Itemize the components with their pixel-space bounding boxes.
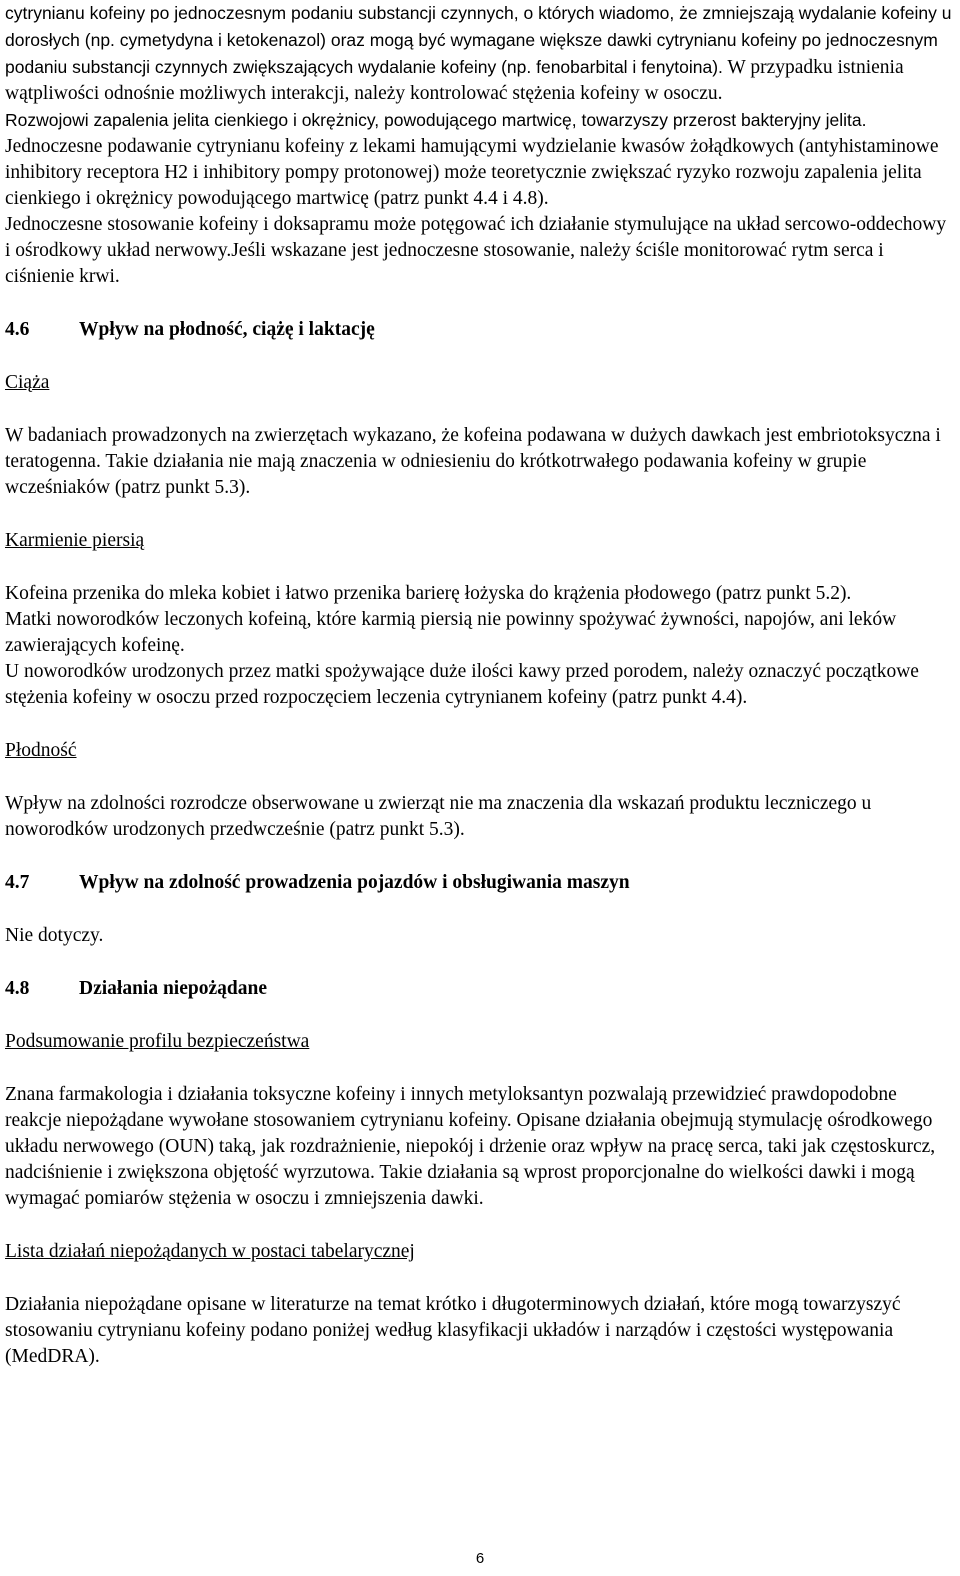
page-number: 6: [475, 1550, 485, 1567]
section-title: Działania niepożądane: [79, 978, 267, 999]
section-number: 4.7: [5, 872, 30, 893]
interactions-monitoring-text: W przypadku istnienia wątpliwości odnośnie możliwych interakcji, należy kontrolować stężenia kofeiny w osoczu.: [5, 57, 904, 104]
section-number: 4.8: [5, 978, 30, 999]
paragraph-interactions-dose: [5, 0, 953, 107]
paragraph-doxapram: Jednoczesne stosowanie kofeiny i doksapramu może potęgować ich działanie stymulujące na układ sercowo-oddechowy i ośrodkowy układ nerwowy.Jeśli wskazane jest jednoczesne stosowanie, należy ściśle monitorować rytm serca i ciśnienie krwi.: [5, 214, 947, 287]
paragraph-breastfeeding-3: U noworodków urodzonych przez matki spożywające duże ilości kawy przed porodem, należy oznaczyć początkowe stężenia kofeiny w osoczu przed rozpoczęciem leczenia cytrynianem kofeiny (patrz punkt 4.4).: [5, 661, 919, 708]
paragraph-safety-summary: Znana farmakologia i działania toksyczne kofeiny i innych metyloksantyn pozwalają przewidzieć prawdopodobne reakcje niepożądane wywołane stosowaniem cytrynianu kofeiny. Opisane działania obejmują stymulację ośrodkowego układu nerwowego (OUN) taką, jak rozdrażnienie, niepokój i drżenie oraz wpływ na pracę serca, taki jak częstoskurcz, nadciśnienie i zwiększona objętość wyrzutowa. Takie działania są wprost proporcjonalne do wielkości dawki i mogą wymagać pomiarów stężenia w osoczu i zmniejszenia dawki.: [5, 1084, 936, 1209]
paragraph-breastfeeding-2: Matki noworodków leczonych kofeiną, które karmią piersią nie powinny spożywać żywności, napojów, ani leków zawierających kofeinę.: [5, 609, 897, 656]
paragraph-adverse-table: Działania niepożądane opisane w literaturze na temat krótko i długoterminowych działań, które mogą towarzyszyć stosowaniu cytrynianu kofeiny podano poniżej według klasyfikacji układów i narządów i częstości występowania (MedDRA).: [5, 1294, 901, 1367]
enterocolitis-intro-text: Rozwojowi zapalenia jelita cienkiego i okrężnicy, powodującego martwicę, towarzyszy przerost bakteryjny jelita.: [5, 110, 867, 130]
subheading-breastfeeding: Karmienie piersią: [5, 530, 145, 551]
subheading-pregnancy: Ciąża: [5, 372, 50, 393]
section-heading-4-6: [5, 317, 953, 343]
paragraph-fertility: Wpływ na zdolności rozrodcze obserwowane u zwierząt nie ma znaczenia dla wskazań produktu leczniczego u noworodków urodzonych przedwcześnie (patrz punkt 5.3).: [5, 793, 872, 840]
section-heading-4-8: [5, 976, 953, 1002]
section-title: Wpływ na zdolność prowadzenia pojazdów i obsługiwania maszyn: [79, 872, 630, 893]
paragraph-enterocolitis: [5, 107, 953, 212]
interactions-dose-text: cytrynianu kofeiny po jednoczesnym podaniu substancji czynnych, o których wiadomo, że zmniejszają wydalanie kofeiny u dorosłych (np. cymetydyna i ketokenazol) oraz mogą być wymagane większe dawki cytrynianu kofeiny po jednoczesnym podaniu substancji czynnych zwiększających wydalanie kofeiny (np. fenobarbital i fenytoina).: [5, 3, 952, 77]
subheading-adverse-table: Lista działań niepożądanych w postaci tabelarycznej: [5, 1241, 415, 1262]
section-number: 4.6: [5, 319, 30, 340]
section-title: Wpływ na płodność, ciążę i laktację: [79, 319, 375, 340]
paragraph-breastfeeding-1: Kofeina przenika do mleka kobiet i łatwo przenika barierę łożyska do krążenia płodowego (patrz punkt 5.2).: [5, 583, 852, 604]
enterocolitis-text: Jednoczesne podawanie cytrynianu kofeiny z lekami hamującymi wydzielanie kwasów żołądkowych (antyhistaminowe inhibitory receptora H2 i inhibitory pompy protonowej) może teoretycznie zwiększać ryzyko rozwoju zapalenia jelita cienkiego i okrężnicy powodującego martwicę (patrz punkt 4.4 i 4.8).: [5, 136, 939, 209]
section-heading-4-7: [5, 870, 953, 896]
document-page: [5, 0, 953, 1370]
subheading-fertility: Płodność: [5, 740, 77, 761]
subheading-safety-summary: Podsumowanie profilu bezpieczeństwa: [5, 1031, 310, 1052]
paragraph-pregnancy: W badaniach prowadzonych na zwierzętach wykazano, że kofeina podawana w dużych dawkach jest embriotoksyczna i teratogenna. Takie działania nie mają znaczenia w odniesieniu do krótkotrwałego podawania kofeiny w grupie wcześniaków (patrz punkt 5.3).: [5, 425, 941, 498]
paragraph-not-applicable: Nie dotyczy.: [5, 925, 104, 946]
